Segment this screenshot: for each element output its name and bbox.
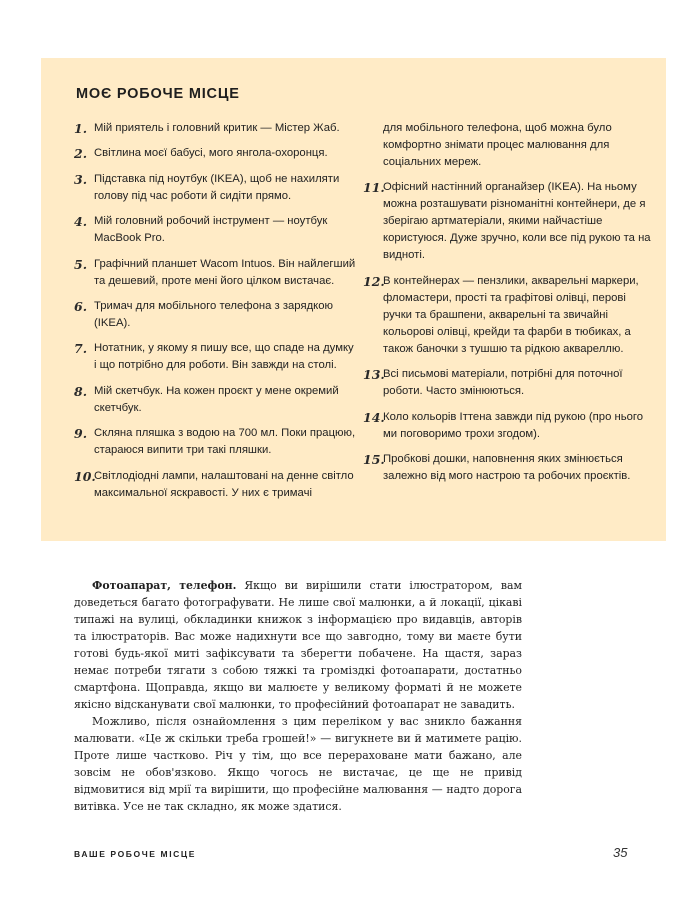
item-number: 10. (74, 468, 96, 484)
item-text: Всі письмові матеріали, потрібні для поточної роботи. Часто змінюються. (383, 368, 623, 398)
list-item (74, 425, 359, 459)
item-text: Світлодіодні лампи, налаштовані на денне світло максимальної яскравості. У них є тримачі (94, 469, 354, 499)
item-text: Мій скетчбук. На кожен проєкт у мене окремий скетчбук. (94, 384, 339, 414)
item-text: Мій головний робочий інструмент — ноутбук MacBook Pro. (94, 215, 328, 245)
list-item (74, 340, 359, 374)
item-number: 2. (74, 146, 88, 162)
item-text: Графічний планшет Wacom Intuos. Він найлегший та дешевий, проте мені його цілком вистачає. (94, 257, 356, 287)
paragraph-lead: Фотоапарат, телефон. (92, 579, 237, 592)
item-text: Коло кольорів Іттена завжди під рукою (про нього ми поговоримо трохи згодом). (383, 410, 644, 440)
list-item (363, 409, 653, 443)
item-number: 12. (363, 273, 385, 289)
item-number: 7. (74, 341, 88, 357)
list-item (74, 298, 359, 332)
item-number: 14. (363, 409, 385, 425)
item-number: 15. (363, 451, 385, 467)
list-item (74, 256, 359, 290)
list-item (74, 120, 359, 137)
sidebar-box (41, 58, 666, 541)
list-item (74, 383, 359, 417)
item-text: Підставка під ноутбук (IKEA), щоб не нахиляти голову під час роботи й сидіти прямо. (94, 172, 340, 202)
list-column-left (74, 120, 359, 510)
item-text: Скляна пляшка з водою на 700 мл. Поки працюю, стараюся випити три такі пляшки. (94, 427, 356, 457)
item-text: Пробкові дошки, наповнення яких змінюється залежно від мого настрою та робочих проєктів. (383, 452, 631, 482)
list-item-continuation: для мобільного телефона, щоб можна було комфортно знімати процес малювання для соціальних мереж. (383, 122, 612, 168)
item-number: 9. (74, 426, 88, 442)
list-item (74, 213, 359, 247)
list-item (74, 145, 359, 162)
paragraph (74, 577, 522, 713)
item-number: 11. (363, 180, 385, 196)
item-number: 5. (74, 256, 88, 272)
item-number: 4. (74, 214, 88, 230)
list-item (363, 451, 653, 485)
list-item (363, 179, 653, 264)
item-text: В контейнерах — пензлики, акварельні маркери, фломастери, прості та графітові олівці, перові ручки та брашпени, акварельні та звичайні кольорові олівці, крейди та фарби в тюбиках, а також баночки з тушшю та рідкою аквареллю. (383, 274, 639, 355)
item-number: 6. (74, 298, 88, 314)
item-text: Нотатник, у якому я пишу все, що спаде на думку і що потрібно для роботи. Він завжди на столі. (94, 342, 354, 372)
list-item (74, 468, 359, 502)
list-item (74, 171, 359, 205)
list-column-right (363, 120, 653, 493)
item-number: 8. (74, 383, 88, 399)
item-text: Тримач для мобільного телефона з зарядкою (IKEA). (94, 299, 333, 329)
paragraph: Можливо, після ознайомлення з цим переліком у вас зникло бажання малювати. «Це ж скільки треба грошей!» — вигукнете ви й матимете рацію. Проте лише частково. Річ у тім, що все перераховане мати бажано, але зовсім не обов'язково. Якщо чогось не вистачає, це ще не привід відмовитися від мрії та вирішити, що професійне малювання — надто дорога витівка. Усе не так складно, як може здатися. (74, 715, 522, 813)
item-number: 1. (74, 121, 88, 136)
body-text (74, 577, 522, 815)
running-footer-title: ВАШЕ РОБОЧЕ МІСЦЕ (74, 849, 196, 859)
paragraph-text: Якщо ви вирішили стати ілюстратором, вам доведеться багато фотографувати. Не лише свої малюнки, а й локації, цікаві типажі на вулиці, обкладинки книжок з інформацією про видавців, авторів та ілюстраторів. Вас може надихнути все що завгодно, тому ви маєте бути готові будь-якої миті зафіксувати та зберегти побачене. На щастя, зараз немає потреби тягати з собою тяжкі та громіздкі фотоапарати, достатньо смартфона. Щоправда, якщо ви малюєте у великому форматі й не можете якісно відсканувати свої малюнки, то професійний фотоапарат не завадить. (74, 579, 522, 711)
page-number: 35 (613, 845, 628, 860)
item-number: 3. (74, 171, 88, 187)
item-text: Світлина моєї бабусі, мого янгола-охоронця. (94, 147, 328, 160)
item-number: 13. (363, 367, 385, 383)
list-item (363, 273, 653, 358)
box-title: МОЄ РОБОЧЕ МІСЦЕ (76, 86, 240, 102)
item-text: Офісний настінний органайзер (IKEA). На ньому можна розташувати різноманітні контейнери, де я зберігаю артматеріали, якими найчастіше користуюся. Дуже зручно, коли все під рукою та на видноті. (383, 181, 651, 262)
list-item (363, 366, 653, 400)
item-text: Мій приятель і головний критик — Містер Жаб. (94, 122, 340, 134)
